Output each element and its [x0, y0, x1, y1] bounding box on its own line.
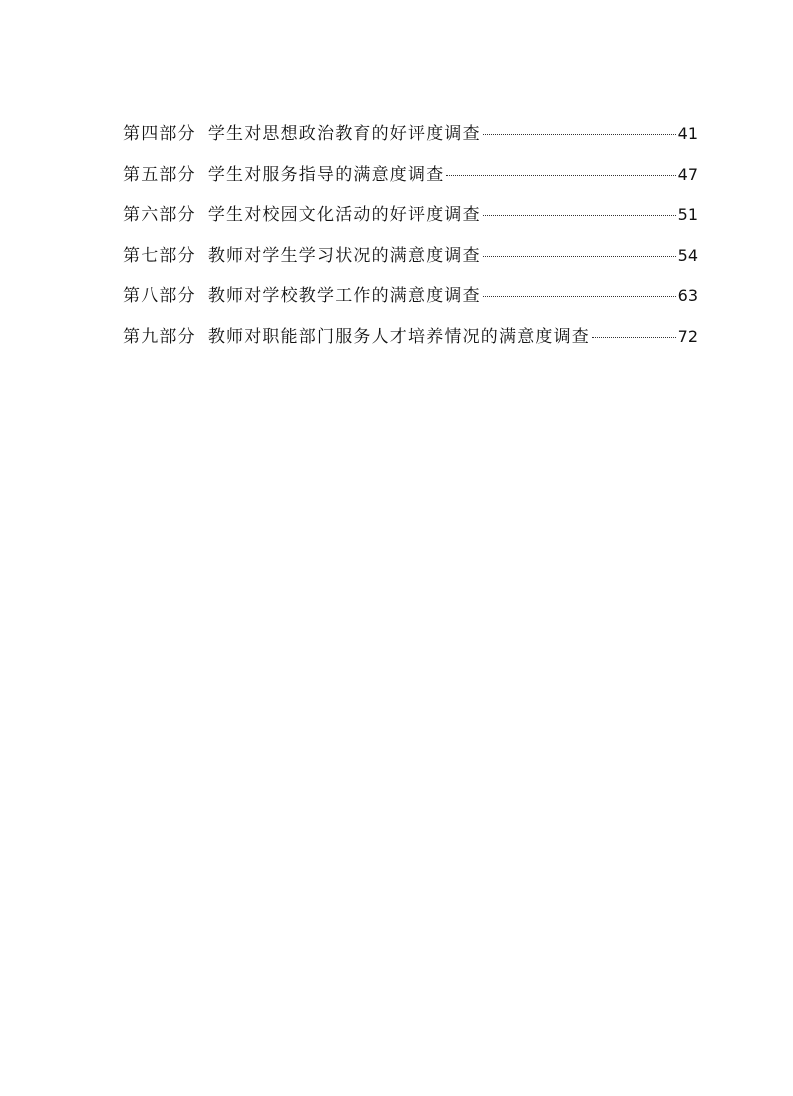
- toc-dot-leader: [483, 134, 676, 135]
- toc-page-number: 72: [677, 326, 698, 346]
- toc-part-label: 第八部分: [123, 286, 196, 307]
- toc-title: 教师对学生学习状况的满意度调查: [207, 245, 481, 266]
- toc-dot-leader: [483, 215, 676, 216]
- toc-page-number: 63: [677, 286, 698, 306]
- toc-title: 教师对学校教学工作的满意度调查: [207, 286, 481, 307]
- toc-part-label: 第五部分: [123, 164, 196, 185]
- toc-title: 教师对职能部门服务人才培养情况的满意度调查: [207, 326, 591, 347]
- toc-entry-part-7[interactable]: [123, 242, 698, 283]
- toc-dot-leader: [483, 296, 676, 297]
- toc-title: 学生对校园文化活动的好评度调查: [207, 205, 481, 226]
- toc-entry-part-4[interactable]: [123, 120, 698, 161]
- toc-entry-part-5[interactable]: [123, 161, 698, 202]
- toc-title: 学生对服务指导的满意度调查: [207, 164, 445, 185]
- toc-part-label: 第六部分: [123, 205, 196, 226]
- toc-dot-leader: [483, 256, 676, 257]
- toc-page-number: 54: [677, 245, 698, 265]
- toc-page-number: 51: [677, 205, 698, 225]
- toc-entry-part-9[interactable]: [123, 323, 698, 364]
- toc-page-number: 41: [677, 124, 698, 143]
- toc-entry-part-6[interactable]: [123, 201, 698, 242]
- table-of-contents: [123, 120, 698, 364]
- toc-part-label: 第四部分: [123, 124, 196, 144]
- toc-dot-leader: [592, 337, 676, 338]
- toc-page-number: 47: [677, 164, 698, 184]
- toc-entry-part-8[interactable]: [123, 282, 698, 323]
- toc-part-label: 第七部分: [123, 245, 196, 266]
- toc-part-label: 第九部分: [123, 326, 196, 347]
- toc-dot-leader: [446, 175, 675, 176]
- toc-title: 学生对思想政治教育的好评度调查: [207, 124, 481, 144]
